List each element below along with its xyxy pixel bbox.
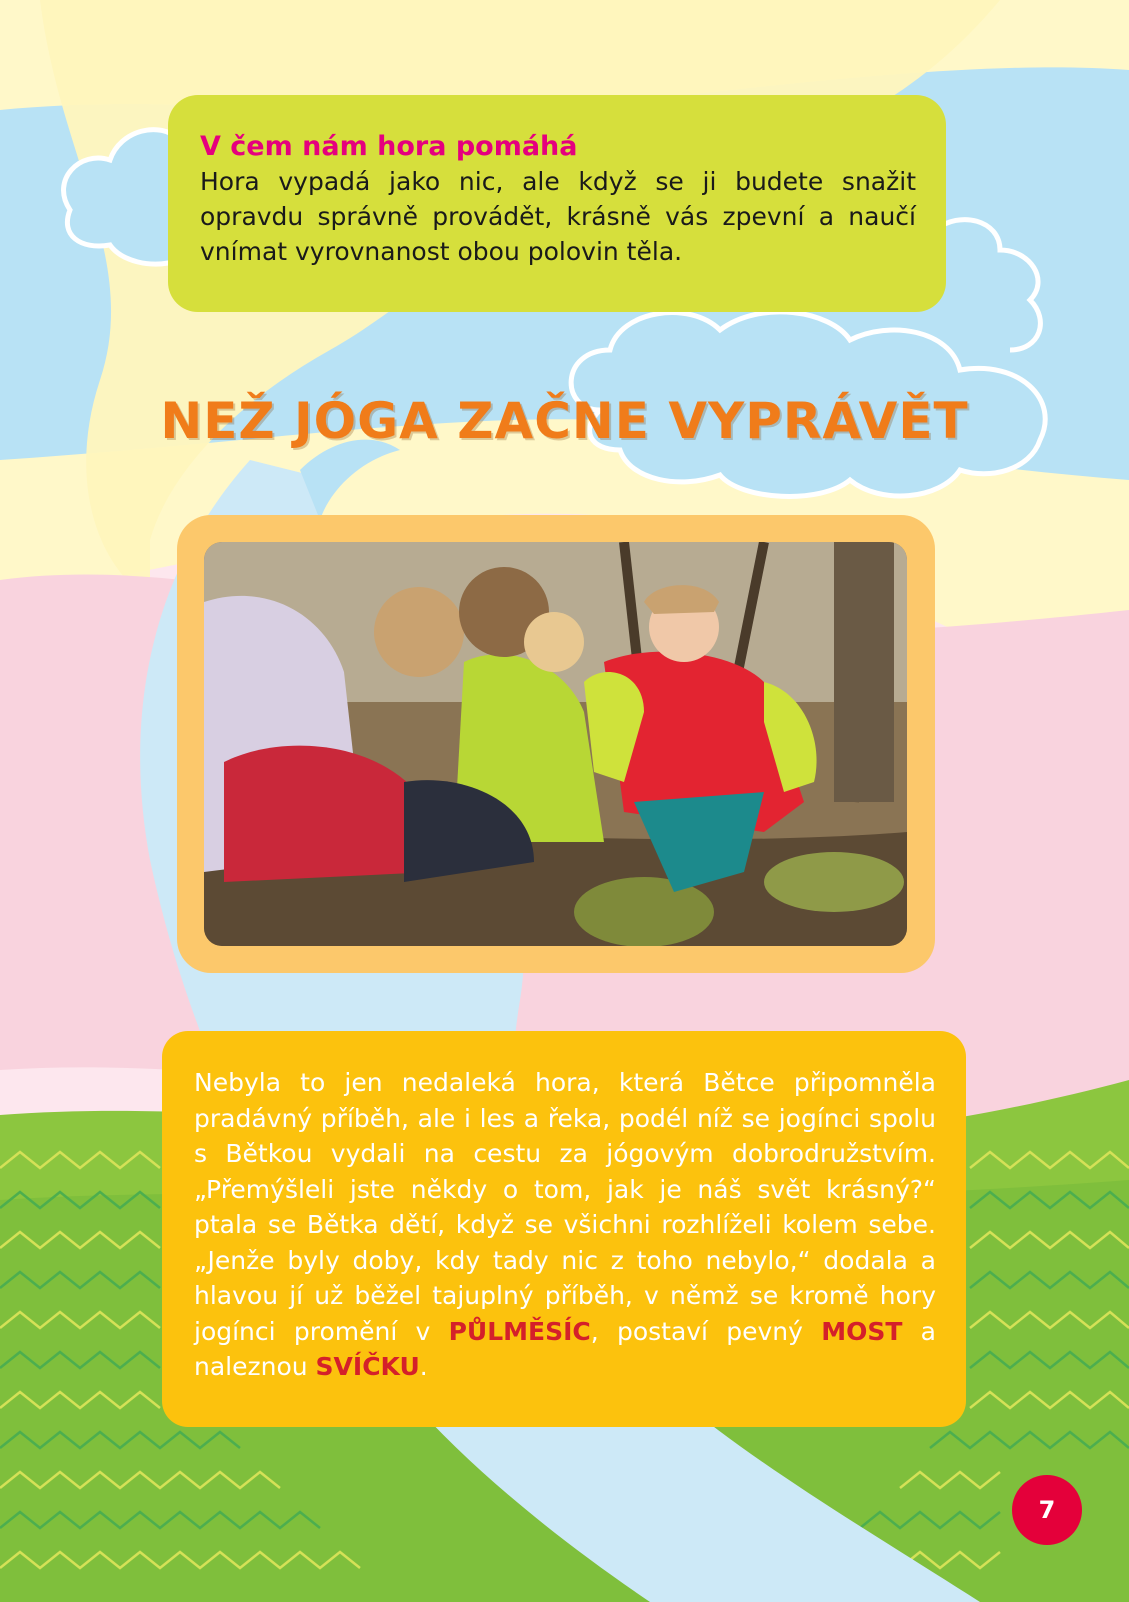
story-text xyxy=(194,1065,936,1385)
story-text-part-4: . xyxy=(419,1352,428,1381)
story-text-part-2: , postaví pevný xyxy=(590,1316,822,1346)
story-text-part-1: Nebyla to jen nedaleká hora, která Bětce připomněla pradávný příběh, ale i les a řeka, podél níž se jogínci spolu s Bětkou vydali na cestu za jógovým dobrodružstvím. „Přemýšleli jste někdy o tom, jak je náš svět krásný?“ ptala se Bětka dětí, když se všichni rozhlíželi kolem sebe. „Jenže byly doby, kdy tady nic z toho nebylo,“ dodala a hlavou jí už běžel tajuplný příběh, v němž se kromě hory jogínci promění v xyxy=(194,1068,936,1346)
keyword-pulmesic: PŮLMĚSÍC xyxy=(448,1316,591,1346)
forest-photo xyxy=(204,542,907,946)
page-number-badge: 7 xyxy=(1012,1475,1082,1545)
tip-box xyxy=(168,95,946,312)
story-text-part-3: a naleznou xyxy=(194,1316,936,1381)
story-box xyxy=(162,1031,966,1427)
page-title: NEŽ JÓGA ZAČNE VYPRÁVĚT xyxy=(160,392,969,450)
tip-heading: V čem nám hora pomáhá xyxy=(200,131,578,162)
tip-text: Hora vypadá jako nic, ale když se ji budete snažit opravdu správně provádět, krásně vás zpevní a naučí vnímat vyrovnanost obou polovin těla. xyxy=(200,167,916,266)
keyword-most: MOST xyxy=(821,1316,903,1346)
keyword-svicku: SVÍČKU xyxy=(315,1352,420,1381)
